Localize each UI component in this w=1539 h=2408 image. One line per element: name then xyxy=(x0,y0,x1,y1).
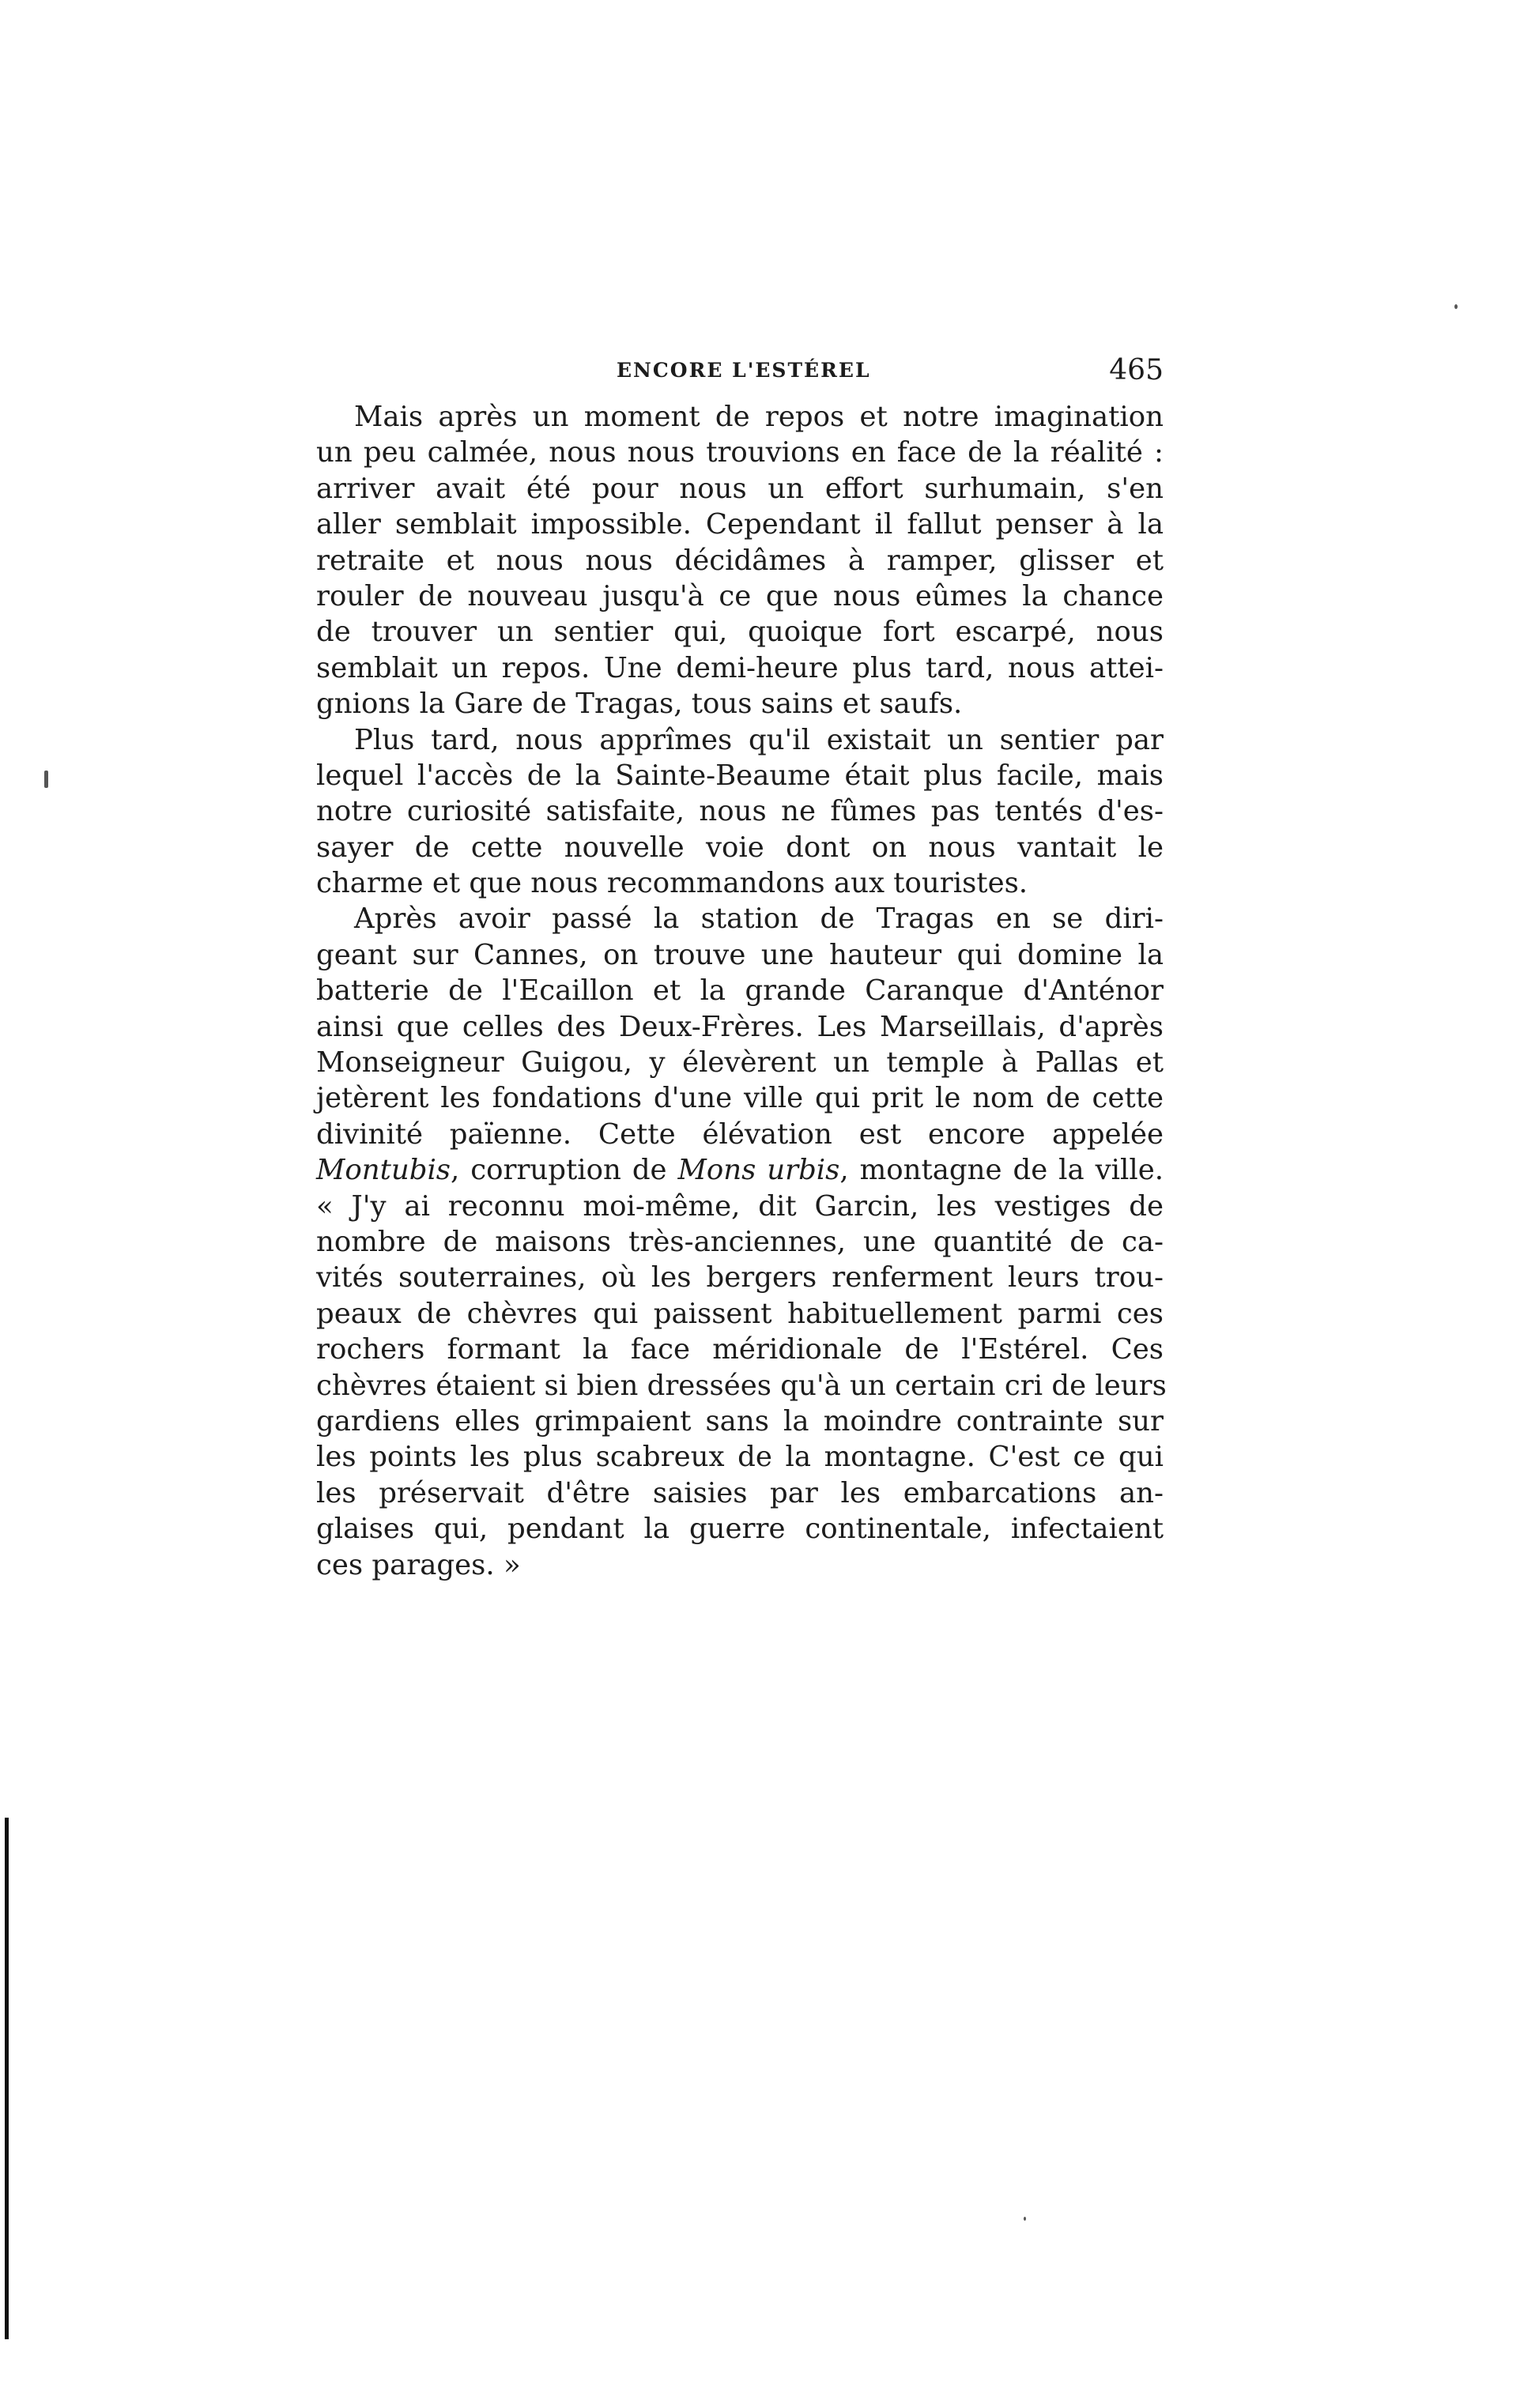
text-line: peaux de chèvres qui paissent habituellement parmi ces xyxy=(316,1297,1164,1330)
text-line: rouler de nouveau jusqu'à ce que nous eûmes la chance xyxy=(316,579,1164,612)
text-line: gardiens elles grimpaient sans la moindre contrainte sur xyxy=(316,1404,1164,1438)
text-line: jetèrent les fondations d'une ville qui prit le nom de cette xyxy=(316,1082,1164,1115)
text-line: Monseigneur Guigou, y élevèrent un temple à Pallas et xyxy=(316,1046,1164,1080)
text-line: sayer de cette nouvelle voie dont on nous vantait le xyxy=(316,831,1164,864)
text-line: « J'y ai reconnu moi-même, dit Garcin, les vestiges de xyxy=(316,1189,1164,1223)
page-number: 465 xyxy=(1109,354,1164,386)
text-line: nombre de maisons très-anciennes, une quantité de ca- xyxy=(316,1225,1164,1258)
text-line: Mais après un moment de repos et notre imagination xyxy=(354,401,1164,433)
text-line: ces parages. » xyxy=(316,1548,521,1581)
text-line: notre curiosité satisfaite, nous ne fûmes pas tentés d'es- xyxy=(316,795,1164,828)
text-line: lequel l'accès de la Sainte-Beaume était plus facile, mais xyxy=(316,759,1164,792)
text-line: un peu calmée, nous nous trouvions en face de la réalité : xyxy=(316,436,1164,469)
italic-term: Montubis xyxy=(316,1154,451,1187)
text-line: Plus tard, nous apprîmes qu'il existait un sentier par xyxy=(354,723,1164,756)
page-edge-shadow xyxy=(5,1818,9,2339)
text-line: Après avoir passé la station de Tragas en se diri- xyxy=(354,903,1164,936)
text-line: glaises qui, pendant la guerre continentale, infectaient xyxy=(316,1513,1164,1546)
text-line: ainsi que celles des Deux-Frères. Les Marseillais, d'après xyxy=(316,1010,1164,1043)
text-line: divinité païenne. Cette élévation est encore appelée xyxy=(316,1117,1164,1151)
running-title: ENCORE L'ESTÉREL xyxy=(617,359,871,382)
text-line: gnions la Gare de Tragas, tous sains et saufs. xyxy=(316,688,963,721)
text-line: les préservait d'être saisies par les embarcations an- xyxy=(316,1476,1164,1509)
scan-speck xyxy=(1454,304,1458,309)
text-line: arriver avait été pour nous un effort surhumain, s'en xyxy=(316,472,1164,505)
body-text xyxy=(316,399,1167,1583)
text-line: geant sur Cannes, on trouve une hauteur qui domine la xyxy=(316,938,1164,971)
text-line: chèvres étaient si bien dressées qu'à un certain cri de leurs xyxy=(316,1369,1167,1402)
text-line-with-italics xyxy=(316,1152,1164,1188)
scan-speck xyxy=(1024,2217,1026,2221)
inline-text: , montagne de la ville. xyxy=(839,1154,1164,1187)
text-line: semblait un repos. Une demi-heure plus tard, nous attei- xyxy=(316,651,1164,684)
text-line: de trouver un sentier qui, quoique fort escarpé, nous xyxy=(316,616,1164,649)
text-line: retraite et nous nous décidâmes à ramper, glisser et xyxy=(316,544,1164,577)
italic-term: Mons urbis xyxy=(677,1154,840,1187)
text-line: aller semblait impossible. Cependant il fallut penser à la xyxy=(316,508,1164,541)
text-line: vités souterraines, où les bergers renferment leurs trou- xyxy=(316,1261,1164,1294)
running-head xyxy=(617,354,1164,389)
text-line: rochers formant la face méridionale de l'Estérel. Ces xyxy=(316,1333,1164,1366)
text-line: batterie de l'Ecaillon et la grande Caranque d'Anténor xyxy=(316,974,1164,1008)
text-line: les points les plus scabreux de la montagne. C'est ce qui xyxy=(316,1441,1164,1474)
scan-speck xyxy=(44,771,48,788)
text-line: charme et que nous recommandons aux touristes. xyxy=(316,867,1028,900)
inline-text: , corruption de xyxy=(451,1154,678,1187)
